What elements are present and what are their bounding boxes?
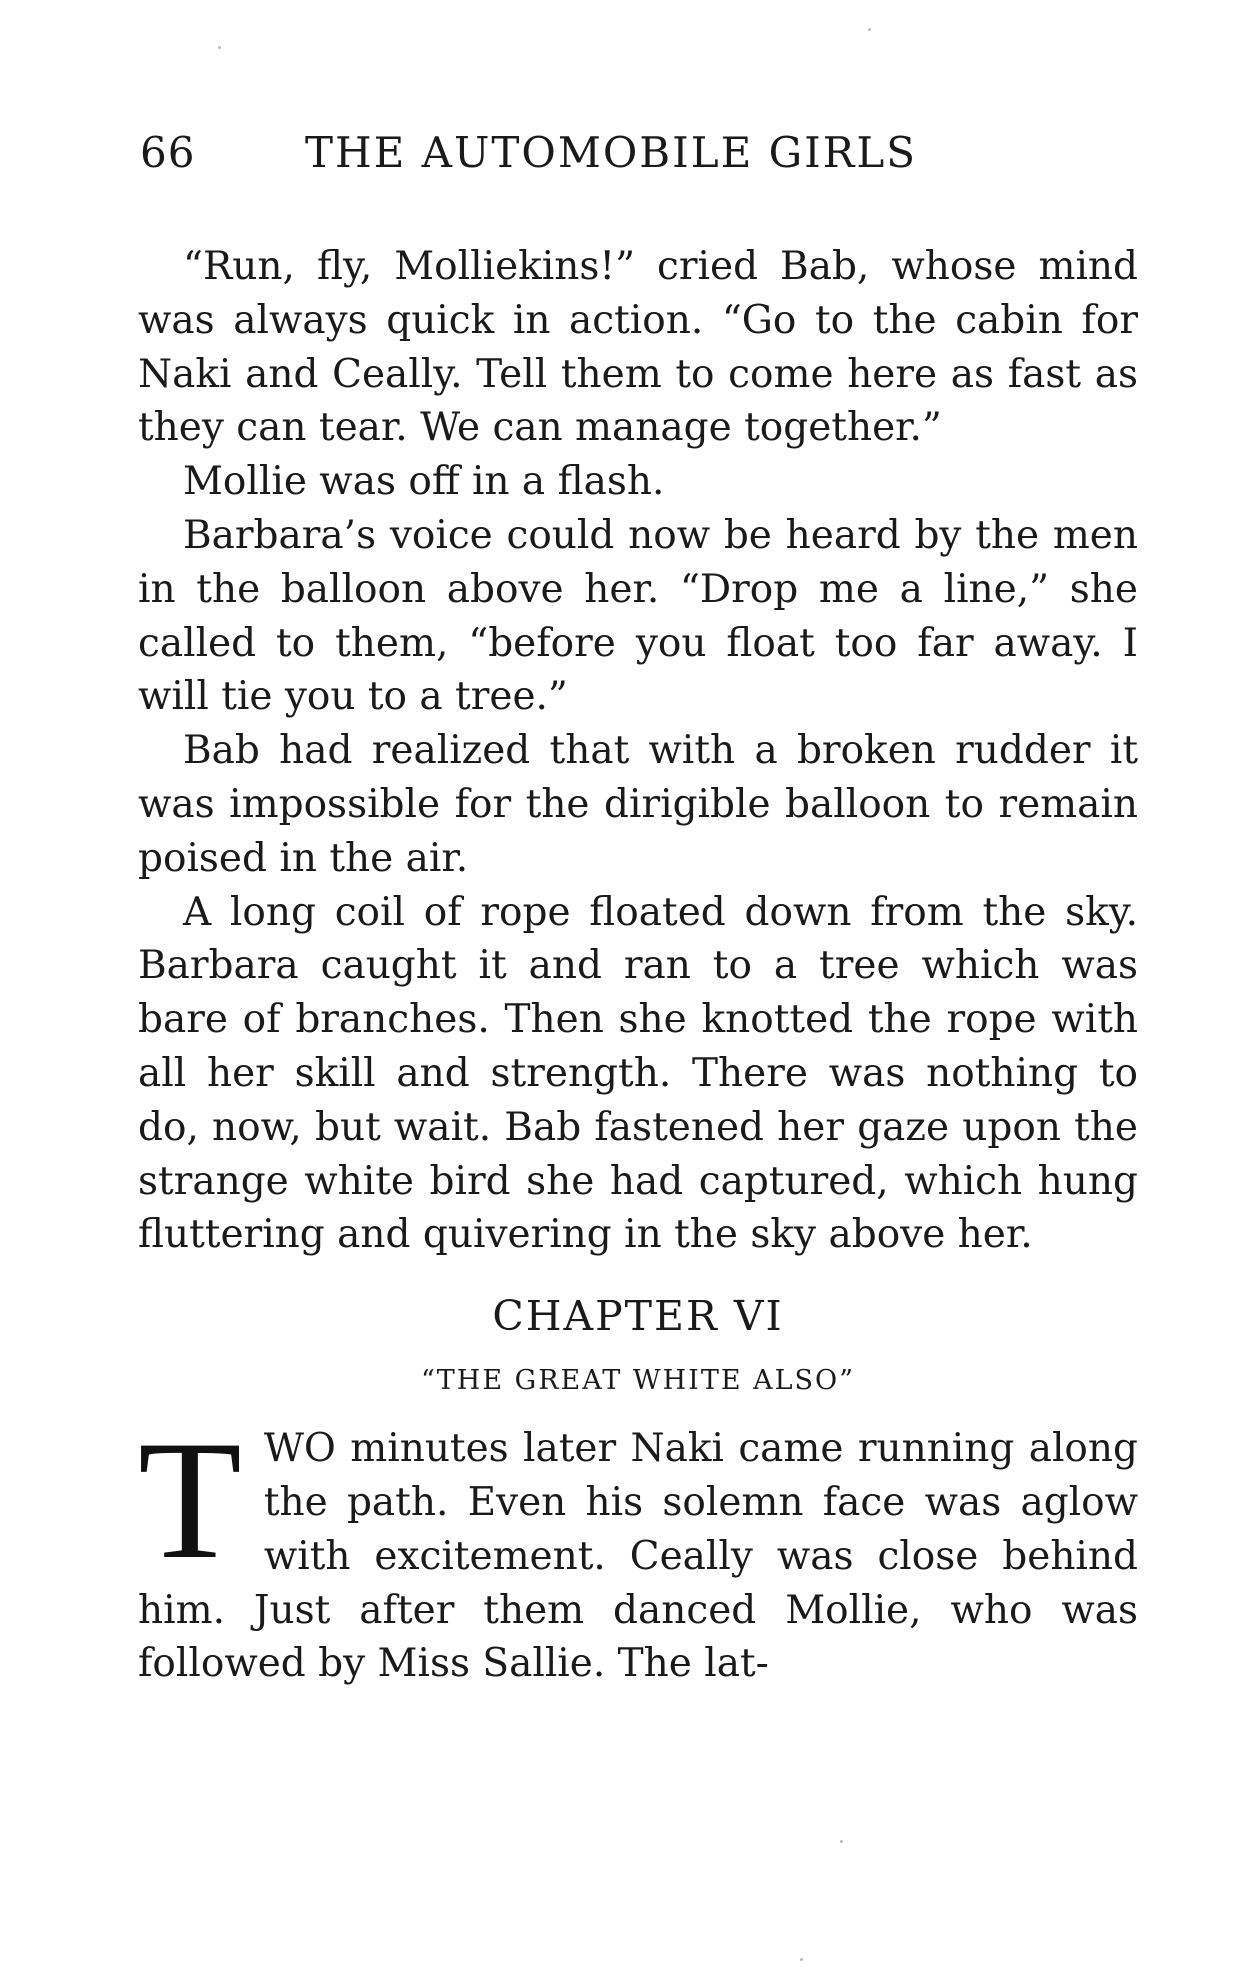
chapter-title: “THE GREAT WHITE ALSO” bbox=[421, 1365, 855, 1397]
drop-cap: T bbox=[138, 1406, 242, 1595]
paragraph-4: Bab had realized that with a broken rudder it was impossible for the dirigible balloon to remain poised in the air. bbox=[138, 728, 1138, 881]
paper-speck bbox=[800, 1958, 803, 1961]
paragraph-5: A long coil of rope floated down from the sky. Barbara caught it and ran to a tree which was bare of branches. Then she knotted the rope with all her skill and strength. There was nothing to do, now, but wait. Bab fastened her gaze upon the strange white bird she had captured, which hung fluttering and quivering in the sky above her. bbox=[138, 889, 1138, 1258]
chapter-heading: CHAPTER VI bbox=[492, 1292, 784, 1341]
page-number: 66 bbox=[140, 128, 196, 177]
body-text bbox=[138, 240, 1138, 1691]
paper-speck bbox=[840, 1840, 843, 1843]
paragraph-2: Mollie was off in a flash. bbox=[183, 459, 665, 505]
paragraph-1: “Run, fly, Molliekins!” cried Bab, whose mind was always quick in action. “Go to the cabin for Naki and Ceally. Tell them to come here as fast as they can tear. We can manage together.” bbox=[138, 244, 1138, 451]
paragraph-3: Barbara’s voice could now be heard by the men in the balloon above her. “Drop me a line,” she called to them, “before you float too far away. I will tie you to a tree.” bbox=[138, 512, 1138, 720]
chapter-opening-text: WO minutes later Naki came running along the path. Even his solemn face was aglow with excitement. Ceally was close behind him. Just after them danced Mollie, who was followed by Miss Sallie. The lat- bbox=[138, 1426, 1138, 1687]
running-title: THE AUTOMOBILE GIRLS bbox=[305, 128, 918, 177]
chapter-opening-paragraph bbox=[138, 1406, 1138, 1691]
paper-speck bbox=[868, 28, 871, 31]
paper-speck bbox=[218, 46, 221, 49]
running-head bbox=[140, 128, 1140, 188]
